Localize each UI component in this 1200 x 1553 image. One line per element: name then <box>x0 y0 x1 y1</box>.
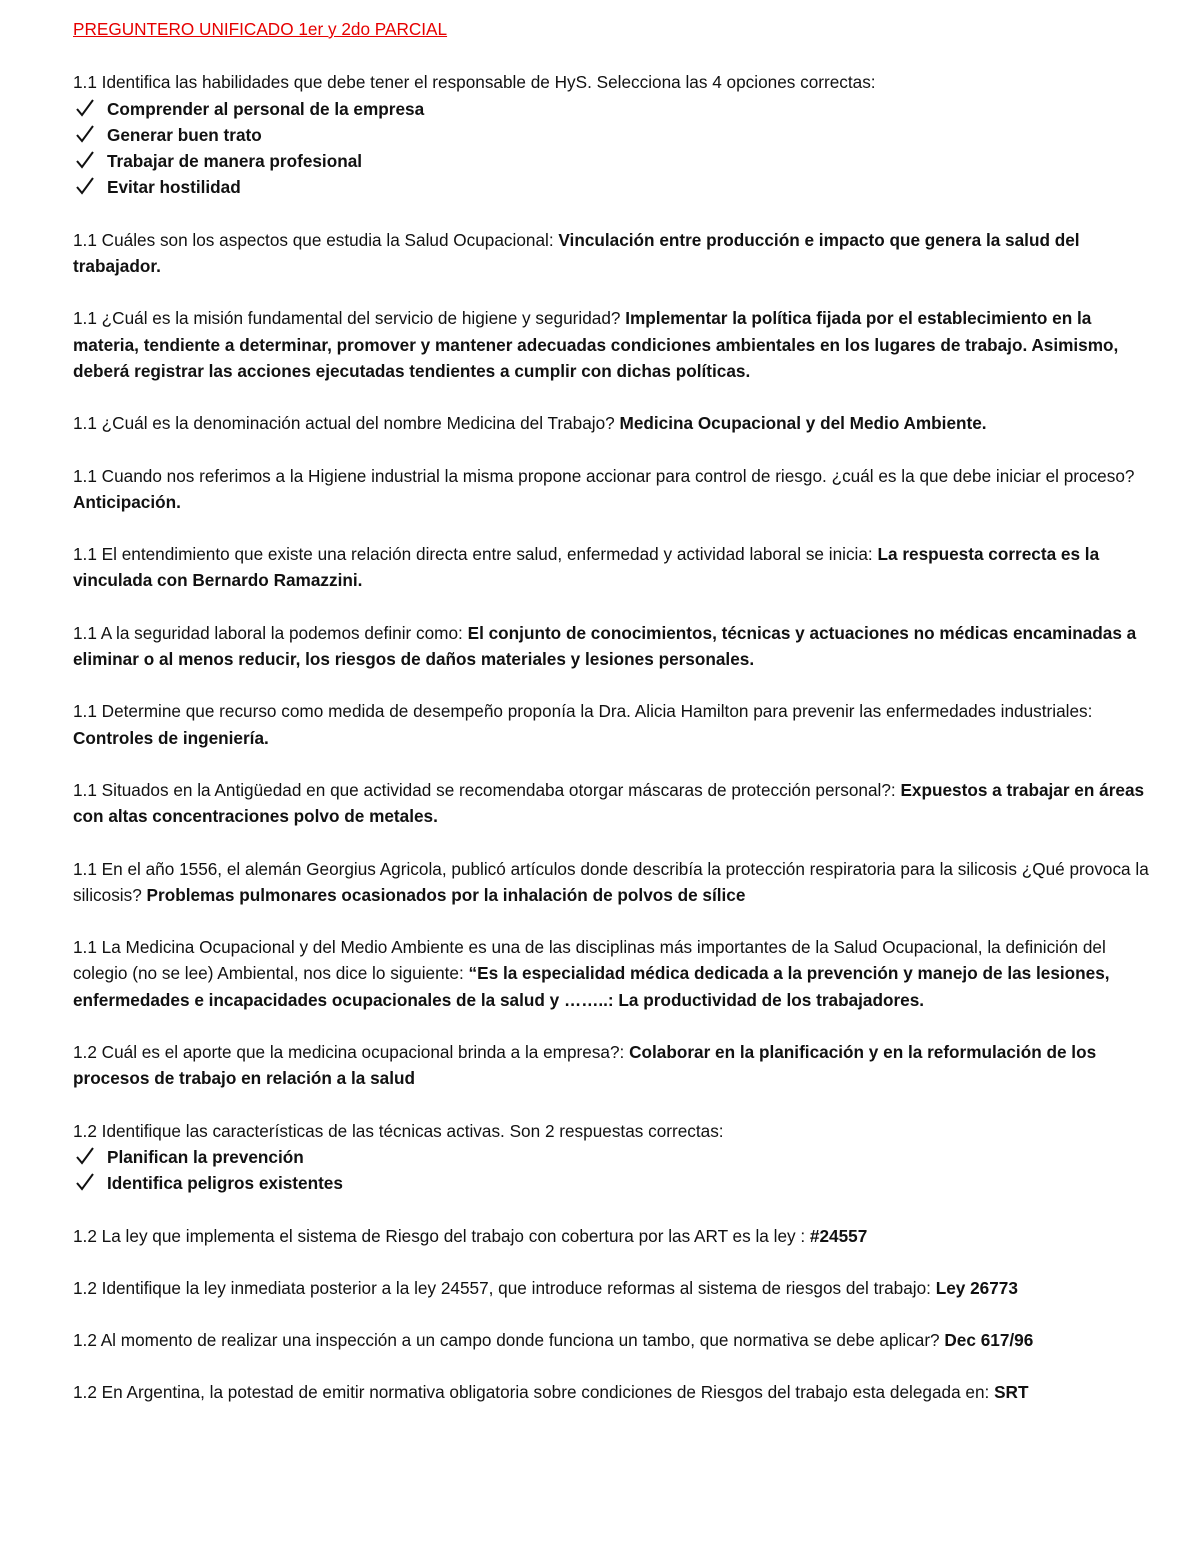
question-block <box>73 698 1158 751</box>
question-block <box>73 1223 1158 1249</box>
answer-text: Controles de ingeniería. <box>73 727 269 748</box>
checklist-item: Trabajar de manera profesional <box>73 148 1158 174</box>
answer-text: La respuesta correcta es la vinculada con Bernardo Ramazzini. <box>73 544 1100 591</box>
question-text: 1.1 Cuáles son los aspectos que estudia la Salud Ocupacional: <box>73 229 559 250</box>
check-mark-icon <box>76 175 94 197</box>
question-text: 1.2 Identifique las características de las técnicas activas. Son 2 respuestas correctas: <box>73 1120 724 1141</box>
question-text: 1.1 En el año 1556, el alemán Georgius Agricola, publicó artículos donde describía la protección respiratoria para la silicosis ¿Qué provoca la silicosis? <box>73 858 1149 905</box>
check-mark-icon <box>76 123 94 145</box>
answer-text: Colaborar en la planificación y en la reformulación de los procesos de trabajo en relación a la salud <box>73 1042 1097 1089</box>
answer-text: Vinculación entre producción e impacto que genera la salud del trabajador. <box>73 229 1080 277</box>
document-page <box>73 12 1158 1432</box>
question-block <box>73 1379 1158 1405</box>
question-block <box>73 541 1158 594</box>
question-block <box>73 305 1158 384</box>
answer-text: Medicina Ocupacional y del Medio Ambiente. <box>619 413 987 434</box>
question-block <box>73 1327 1158 1353</box>
question-block <box>73 620 1158 673</box>
question-block <box>73 934 1158 1013</box>
question-text: 1.1 El entendimiento que existe una relación directa entre salud, enfermedad y actividad laboral se inicia: <box>73 544 878 565</box>
question-block <box>73 410 1158 436</box>
question-block <box>73 777 1158 830</box>
answer-text: Problemas pulmonares ocasionados por la inhalación de polvos de sílice <box>146 884 746 905</box>
answer-text: Dec 617/96 <box>944 1330 1034 1351</box>
question-text: 1.1 Determine que recurso como medida de desempeño proponía la Dra. Alicia Hamilton para prevenir las enfermedades industriales: <box>73 701 1093 722</box>
checklist-item: Evitar hostilidad <box>73 174 1158 200</box>
answer-text: “Es la especialidad médica dedicada a la prevención y manejo de las lesiones, enfermedades e incapacidades ocupacionales de la salud y ……..: La productividad de los trabajadores. <box>73 963 1110 1010</box>
document-title: PREGUNTERO UNIFICADO 1er y 2do PARCIAL <box>73 19 448 39</box>
checklist-item: Generar buen trato <box>73 122 1158 148</box>
question-text: 1.2 Identifique la ley inmediata posterior a la ley 24557, que introduce reformas al sistema de riesgos del trabajo: <box>73 1277 936 1298</box>
question-block <box>73 856 1158 909</box>
check-mark-icon <box>76 1171 94 1193</box>
checklist-item: Identifica peligros existentes <box>73 1170 1158 1196</box>
check-mark-icon <box>76 97 94 119</box>
question-text: 1.1 Identifica las habilidades que debe tener el responsable de HyS. Selecciona las 4 opciones correctas: <box>73 72 876 93</box>
question-text: 1.2 La ley que implementa el sistema de Riesgo del trabajo con cobertura por las ART es la ley : <box>73 1225 810 1246</box>
answer-text: #24557 <box>809 1225 868 1246</box>
question-block <box>73 69 1158 200</box>
question-text: 1.1 Situados en la Antigüedad en que actividad se recomendaba otorgar máscaras de protección personal?: <box>73 779 901 800</box>
question-text: 1.1 Cuando nos referimos a la Higiene industrial la misma propone accionar para control de riesgo. ¿cuál es la que debe iniciar el proceso? <box>73 465 1135 486</box>
question-block <box>73 1275 1158 1301</box>
checklist-item: Comprender al personal de la empresa <box>73 96 1158 122</box>
question-block <box>73 227 1158 280</box>
answer-text: SRT <box>994 1382 1029 1403</box>
answer-text: Ley 26773 <box>935 1277 1018 1298</box>
check-mark-icon <box>76 149 94 171</box>
question-text: 1.1 A la seguridad laboral la podemos definir como: <box>73 622 468 643</box>
checklist-item: Planifican la prevención <box>73 1144 1158 1170</box>
check-mark-icon <box>76 1145 94 1167</box>
question-block <box>73 1039 1158 1092</box>
question-text: 1.1 ¿Cuál es la misión fundamental del servicio de higiene y seguridad? <box>73 308 626 329</box>
answer-text: El conjunto de conocimientos, técnicas y actuaciones no médicas encaminadas a eliminar o al menos reducir, los riesgos de daños materiales y lesiones personales. <box>73 622 1137 670</box>
answer-text: Expuestos a trabajar en áreas con altas concentraciones polvo de metales. <box>73 779 1145 827</box>
question-text: 1.1 La Medicina Ocupacional y del Medio Ambiente es una de las disciplinas más importantes de la Salud Ocupacional, la definición del colegio (no se lee) Ambiental, nos dice lo siguiente: <box>73 937 1106 984</box>
question-text: 1.2 Al momento de realizar una inspección a un campo donde funciona un tambo, que normativa se debe aplicar? <box>73 1330 945 1351</box>
answer-checklist <box>73 96 1158 201</box>
question-text: 1.2 Cuál es el aporte que la medicina ocupacional brinda a la empresa?: <box>73 1042 630 1063</box>
question-text: 1.2 En Argentina, la potestad de emitir normativa obligatoria sobre condiciones de Riesgos del trabajo esta delegada en: <box>73 1382 995 1403</box>
question-block <box>73 1118 1158 1197</box>
answer-checklist <box>73 1144 1158 1197</box>
question-block <box>73 463 1158 516</box>
answer-text: Anticipación. <box>73 491 181 512</box>
question-text: 1.1 ¿Cuál es la denominación actual del nombre Medicina del Trabajo? <box>73 413 620 434</box>
answer-text: Implementar la política fijada por el establecimiento en la materia, tendiente a determinar, promover y mantener adecuadas condiciones ambientales en los lugares de trabajo. Asimismo, deberá registrar las acciones ejecutadas tendientes a cumplir con dichas políticas. <box>73 308 1119 381</box>
